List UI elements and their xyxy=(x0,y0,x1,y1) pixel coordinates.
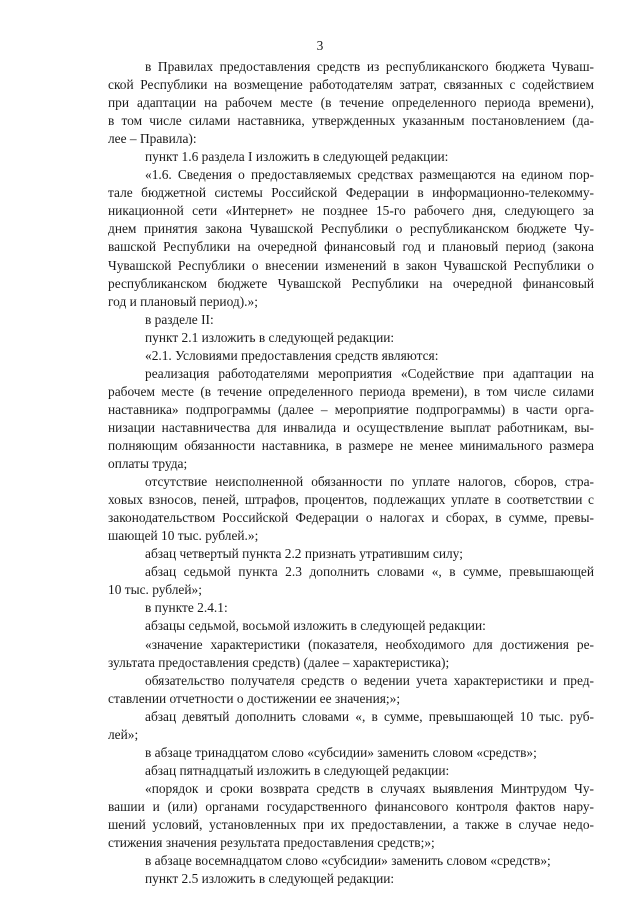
text-line: «порядок и сроки возврата средств в случаях выявления Минтрудом Чу- xyxy=(145,780,594,796)
paragraph xyxy=(108,545,594,563)
text-line: шений условий, установленных при их предоставлении, а также в случае недо- xyxy=(108,816,594,832)
text-line: при адаптации на рабочем месте (в течение определенного периода времени), xyxy=(108,95,594,111)
text-line: пункт 1.6 раздела I изложить в следующей редакции: xyxy=(145,149,449,165)
text-line: абзац четвертый пункта 2.2 признать утратившим силу; xyxy=(145,546,463,562)
text-line: законодательством Российской Федерации о налогах и сборах, в сумме, превы- xyxy=(108,510,594,526)
text-line: в пункте 2.4.1: xyxy=(145,600,228,616)
text-line: республиканском бюджете Чувашской Республики на очередной финансовый xyxy=(108,275,594,291)
text-line: ховых взносов, пеней, штрафов, процентов, подлежащих уплате в соответствии с xyxy=(108,492,594,508)
page-number: 3 xyxy=(316,38,324,53)
text-line: «2.1. Условиями предоставления средств являются: xyxy=(145,347,439,363)
text-line: обязательство получателя средств о ведении учета характеристики и пред- xyxy=(145,672,594,688)
paragraph xyxy=(108,617,594,635)
paragraph xyxy=(108,347,594,365)
paragraph xyxy=(108,744,594,762)
text-line: реализация работодателями мероприятия «Содействие при адаптации на xyxy=(145,365,594,381)
text-line: ской Республики на возмещение работодателям затрат, связанных с содействием xyxy=(108,77,594,93)
paragraph xyxy=(108,762,594,780)
paragraph xyxy=(108,636,594,672)
paragraph xyxy=(108,870,594,888)
text-line: Чувашской Республики о внесении изменений в закон Чувашской Республики о xyxy=(108,257,594,273)
paragraph xyxy=(108,780,594,852)
text-line: вашской Республики на очередной финансовый год и плановый период (закона xyxy=(108,239,594,255)
paragraph xyxy=(108,852,594,870)
text-line: наставника» подпрограммы (далее – мероприятие подпрограммы) в части орга- xyxy=(108,401,594,417)
paragraph xyxy=(108,563,594,599)
paragraph xyxy=(108,148,594,166)
text-line: в разделе II: xyxy=(145,311,214,327)
paragraph xyxy=(108,58,594,148)
text-line: в Правилах предоставления средств из республиканского бюджета Чуваш- xyxy=(145,59,594,74)
text-line: зультата предоставления средств) (далее – характеристика); xyxy=(108,654,450,670)
paragraph xyxy=(108,672,594,708)
text-line: стижения значения результата предоставления средств;»; xyxy=(108,835,435,851)
paragraph xyxy=(108,473,594,545)
paragraph xyxy=(108,708,594,744)
text-line: низации наставничества для инвалида и осуществление выплат работникам, вы- xyxy=(108,419,594,435)
text-line: «значение характеристики (показателя, необходимого для достижения ре- xyxy=(145,636,594,652)
paragraph xyxy=(108,166,594,310)
text-line: в абзаце тринадцатом слово «субсидии» заменить словом «средств»; xyxy=(145,744,537,760)
text-line: вашии и (или) органами государственного финансового контроля фактов нару- xyxy=(108,798,594,814)
text-line: в абзаце восемнадцатом слово «субсидии» заменить словом «средств»; xyxy=(145,853,551,869)
text-line: пункт 2.1 изложить в следующей редакции: xyxy=(145,329,395,345)
text-line: лей»; xyxy=(108,726,139,742)
text-line: лее – Правила): xyxy=(108,131,197,147)
text-line: днем принятия закона Чувашской Республики о республиканском бюджете Чу- xyxy=(108,221,594,237)
text-line: шающей 10 тыс. рублей.»; xyxy=(108,528,259,544)
text-line: абзацы седьмой, восьмой изложить в следующей редакции: xyxy=(145,618,486,634)
paragraph xyxy=(108,599,594,617)
document-body xyxy=(108,58,594,888)
text-line: год и плановый период).»; xyxy=(108,293,258,309)
text-line: абзац девятый дополнить словами «, в сумме, превышающей 10 тыс. руб- xyxy=(145,708,594,724)
text-line: в том числе силами наставника, утвержденных указанным постановлением (да- xyxy=(108,113,594,129)
text-line: пункт 2.5 изложить в следующей редакции: xyxy=(145,871,395,887)
text-line: отсутствие неисполненной обязанности по уплате налогов, сборов, стра- xyxy=(145,474,594,490)
text-line: 10 тыс. рублей»; xyxy=(108,582,202,598)
paragraph xyxy=(108,311,594,329)
text-line: рабочем месте (в течение определенного периода времени), в том числе силами xyxy=(108,383,594,399)
paragraph xyxy=(108,365,594,473)
text-line: полняющим обязанности наставника, в размере не менее минимального размера xyxy=(108,437,594,453)
text-line: абзац седьмой пункта 2.3 дополнить словами «, в сумме, превышающей xyxy=(145,564,594,580)
text-line: тале бюджетной системы Российской Федерации в информационно-телекомму- xyxy=(108,185,594,201)
text-line: «1.6. Сведения о предоставляемых средствах размещаются на едином пор- xyxy=(145,167,594,183)
text-line: оплаты труда; xyxy=(108,456,188,472)
text-line: абзац пятнадцатый изложить в следующей редакции: xyxy=(145,762,450,778)
paragraph xyxy=(108,329,594,347)
text-line: никационной сети «Интернет» не позднее 15-го рабочего дня, следующего за xyxy=(108,203,594,219)
text-line: ставлении отчетности о достижении ее значения;»; xyxy=(108,690,401,706)
